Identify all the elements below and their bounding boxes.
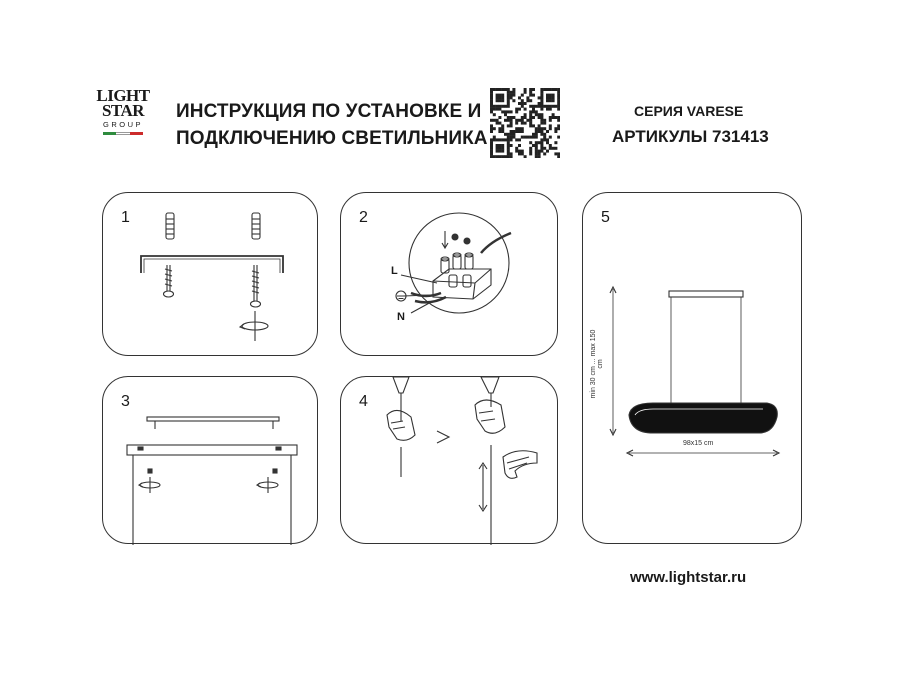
dimensions-drawing: [583, 193, 803, 545]
height-dimension-label: min 30 cm ... max 150 cm: [590, 329, 604, 399]
step-5-panel: [582, 192, 802, 544]
canopy: [127, 445, 297, 455]
step-2-panel: [340, 192, 558, 356]
screw-icon: [164, 265, 174, 297]
hand-icon: [475, 400, 505, 433]
title-line-2: ПОДКЛЮЧЕНИЮ СВЕТИЛЬНИКА: [176, 128, 488, 149]
step-2-number: 2: [359, 209, 368, 226]
step-1-number: 1: [121, 209, 130, 226]
neutral-wire-label: N: [397, 311, 405, 323]
document-title: [176, 98, 488, 152]
italian-flag-icon: [103, 132, 143, 135]
arrow-right-icon: [437, 431, 449, 443]
website-link[interactable]: www.lightstar.ru: [630, 569, 747, 586]
mounting-bracket: [147, 417, 279, 421]
dowel-icon: [252, 213, 260, 239]
wiring-drawing: [341, 193, 559, 357]
height-adjust-drawing: [341, 377, 559, 545]
step-3-panel: [102, 376, 318, 544]
rotate-arrow-icon: [257, 477, 278, 493]
series-label: СЕРИЯ VARESE: [634, 103, 744, 119]
step-5-number: 5: [601, 209, 610, 226]
title-line-1: ИНСТРУКЦИЯ ПО УСТАНОВКЕ И: [176, 101, 482, 122]
step-1-panel: [102, 192, 318, 356]
brand-logo: [95, 88, 151, 154]
logo-word-star: STAR: [101, 101, 145, 120]
mounting-bracket: [141, 256, 283, 273]
canopy-mount-drawing: [103, 377, 319, 545]
article-label: АРТИКУЛЫ 731413: [612, 127, 769, 146]
canopy: [669, 291, 743, 297]
step-4-number: 4: [359, 393, 368, 410]
hand-icon: [503, 451, 537, 479]
width-dimension-label: 98x15 cm: [683, 440, 714, 447]
step-4-panel: [340, 376, 558, 544]
dowel-icon: [166, 213, 174, 239]
logo-word-light: LIGHT: [96, 86, 150, 105]
rotate-arrow-icon: [139, 477, 160, 493]
rotate-arrow-icon: [240, 311, 268, 341]
wall-mount-drawing: [103, 193, 319, 357]
step-3-number: 3: [121, 393, 130, 410]
logo-word-group: GROUP: [102, 120, 143, 129]
qr-code-icon[interactable]: [490, 88, 560, 158]
lamp-body: [629, 403, 777, 433]
live-wire-label: L: [391, 265, 398, 277]
screw-icon: [251, 265, 261, 307]
